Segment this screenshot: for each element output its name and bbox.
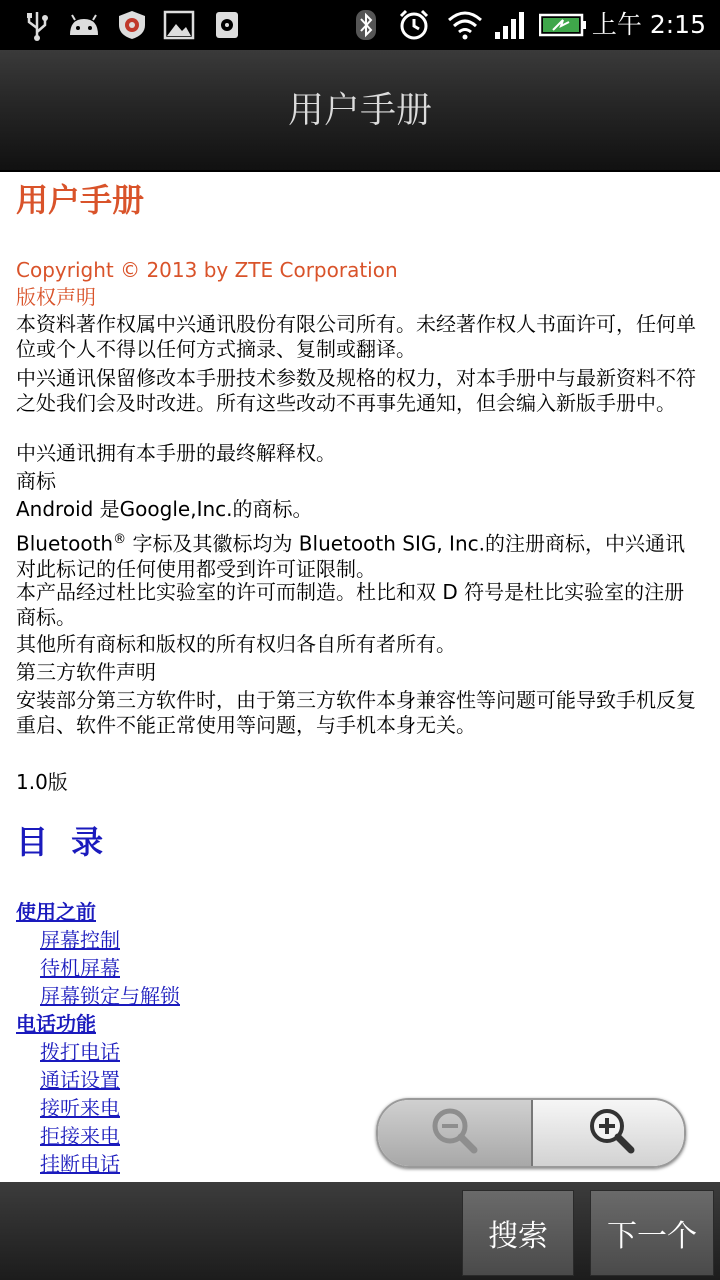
trademark-title: 商标 [16, 469, 56, 493]
bluetooth-text: 字标及其徽标均为 Bluetooth SIG, Inc.的注册商标，中兴通讯对此标记的任何使用都受到许可证限制。 [16, 531, 685, 581]
search-button[interactable]: 搜索 [462, 1190, 574, 1276]
version-label: 1.0版 [16, 770, 68, 794]
alarm-icon [396, 8, 432, 42]
bluetooth-word: Bluetooth [16, 531, 114, 556]
document-content[interactable] [16, 170, 706, 1182]
copyright-section-title: 版权声明 [16, 285, 96, 309]
status-bar [0, 0, 720, 50]
toc-link-screen-lock[interactable]: 屏幕锁定与解锁 [40, 984, 180, 1008]
next-button[interactable]: 下一个 [590, 1190, 714, 1276]
zoom-in-icon [581, 1102, 639, 1164]
toc-link-end-call[interactable]: 挂断电话 [40, 1152, 120, 1176]
paragraph-thirdparty: 安装部分第三方软件时，由于第三方软件本身兼容性等问题可能导致手机反复重启、软件不能正常使用等问题，与手机本身无关。 [16, 688, 696, 737]
document-heading: 用户手册 [16, 181, 145, 219]
toc-link-call-settings[interactable]: 通话设置 [40, 1068, 120, 1092]
status-time: 上午 2:15 [591, 10, 706, 39]
toc-title: 目 录 [16, 823, 110, 861]
toc-link-screen-control[interactable]: 屏幕控制 [40, 928, 120, 952]
registered-mark: ® [113, 532, 127, 547]
paragraph-dolby: 本产品经过杜比实验室的许可而制造。杜比和双 D 符号是杜比实验室的注册商标。 [16, 580, 685, 629]
paragraph-android: Android 是Google,Inc.的商标。 [16, 497, 313, 521]
zoom-out-icon [426, 1102, 484, 1164]
shield-icon [116, 8, 148, 42]
toc-link-phone-functions[interactable]: 电话功能 [16, 1012, 96, 1036]
paragraph-bluetooth [16, 527, 704, 582]
paragraph-revision: 中兴通讯保留修改本手册技术参数及规格的权力，对本手册中与最新资料不符之处我们会及时改进。所有这些改动不再事先通知，但会编入新版手册中。 [16, 366, 696, 415]
image-icon [162, 8, 196, 42]
zoom-controls [376, 1098, 686, 1168]
zoom-out-button[interactable] [378, 1100, 531, 1166]
thirdparty-title: 第三方软件声明 [16, 660, 156, 684]
toc-link-reject-call[interactable]: 拒接来电 [40, 1124, 120, 1148]
zoom-in-button[interactable] [531, 1100, 686, 1166]
usb-icon [22, 8, 52, 42]
battery-icon [538, 8, 588, 42]
bottom-bar [0, 1182, 720, 1280]
signal-icon [492, 8, 526, 42]
paragraph-other-trademarks: 其他所有商标和版权的所有权归各自所有者所有。 [16, 632, 456, 656]
android-icon [66, 8, 102, 42]
copyright-line: Copyright © 2013 by ZTE Corporation [16, 258, 398, 282]
paragraph-interpretation: 中兴通讯拥有本手册的最终解释权。 [16, 441, 336, 465]
page-title: 用户手册 [287, 90, 432, 131]
toc-link-make-call[interactable]: 拨打电话 [40, 1040, 120, 1064]
title-bar [0, 50, 720, 172]
toc-link-answer-call[interactable]: 接听来电 [40, 1096, 120, 1120]
bluetooth-icon [352, 8, 380, 42]
media-icon [212, 8, 242, 42]
wifi-icon [446, 8, 484, 42]
paragraph-copyright: 本资料著作权属中兴通讯股份有限公司所有。未经著作权人书面许可，任何单位或个人不得以任何方式摘录、复制或翻译。 [16, 312, 696, 361]
toc-link-standby-screen[interactable]: 待机屏幕 [40, 956, 120, 980]
toc-link-before-use[interactable]: 使用之前 [16, 900, 96, 924]
